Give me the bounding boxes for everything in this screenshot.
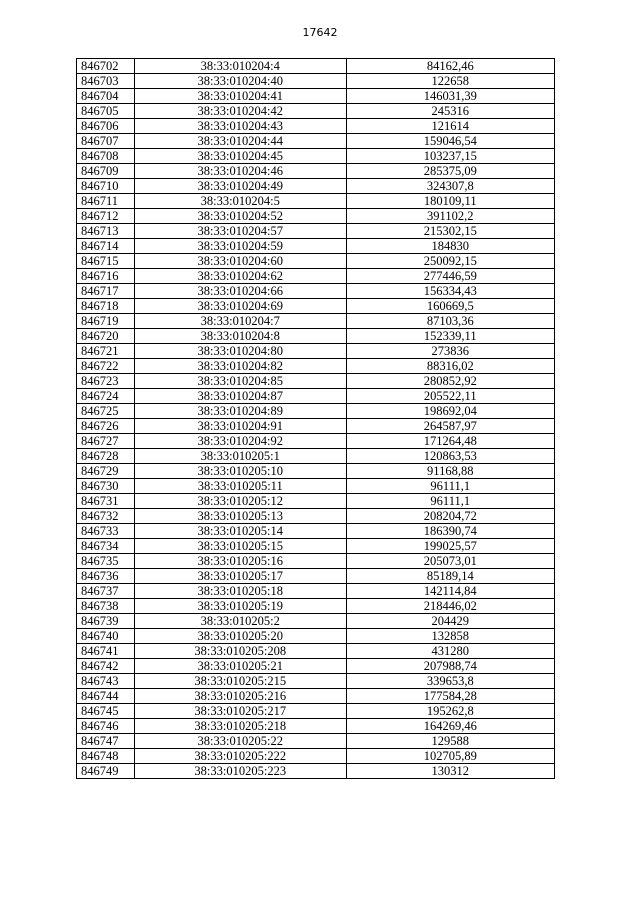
table-row: [77, 554, 555, 569]
table-row: [77, 269, 555, 284]
cadastral-number-cell: 38:33:010205:218: [134, 719, 346, 734]
row-number-cell: 846709: [77, 164, 135, 179]
row-number-cell: 846729: [77, 464, 135, 479]
value-cell: 85189,14: [346, 569, 554, 584]
table-row: [77, 164, 555, 179]
cadastral-number-cell: 38:33:010205:11: [134, 479, 346, 494]
table-row: [77, 209, 555, 224]
row-number-cell: 846745: [77, 704, 135, 719]
value-cell: 160669,5: [346, 299, 554, 314]
row-number-cell: 846715: [77, 254, 135, 269]
table-row: [77, 179, 555, 194]
row-number-cell: 846723: [77, 374, 135, 389]
row-number-cell: 846702: [77, 59, 135, 74]
cadastral-number-cell: 38:33:010204:80: [134, 344, 346, 359]
cadastral-number-cell: 38:33:010205:13: [134, 509, 346, 524]
row-number-cell: 846734: [77, 539, 135, 554]
cadastral-number-cell: 38:33:010205:12: [134, 494, 346, 509]
row-number-cell: 846714: [77, 239, 135, 254]
row-number-cell: 846732: [77, 509, 135, 524]
table-row: [77, 569, 555, 584]
value-cell: 102705,89: [346, 749, 554, 764]
value-cell: 245316: [346, 104, 554, 119]
row-number-cell: 846716: [77, 269, 135, 284]
cadastral-number-cell: 38:33:010205:208: [134, 644, 346, 659]
cadastral-number-cell: 38:33:010204:60: [134, 254, 346, 269]
cadastral-number-cell: 38:33:010204:59: [134, 239, 346, 254]
value-cell: 132858: [346, 629, 554, 644]
row-number-cell: 846704: [77, 89, 135, 104]
value-cell: 91168,88: [346, 464, 554, 479]
table-row: [77, 149, 555, 164]
row-number-cell: 846746: [77, 719, 135, 734]
table-row: [77, 119, 555, 134]
value-cell: 177584,28: [346, 689, 554, 704]
value-cell: 142114,84: [346, 584, 554, 599]
value-cell: 87103,36: [346, 314, 554, 329]
cadastral-number-cell: 38:33:010205:222: [134, 749, 346, 764]
table-row: [77, 524, 555, 539]
table-row: [77, 614, 555, 629]
table-body: [77, 59, 555, 779]
value-cell: 96111,1: [346, 479, 554, 494]
cadastral-number-cell: 38:33:010205:17: [134, 569, 346, 584]
table-row: [77, 719, 555, 734]
cadastral-number-cell: 38:33:010204:46: [134, 164, 346, 179]
row-number-cell: 846720: [77, 329, 135, 344]
table-row: [77, 509, 555, 524]
cadastral-number-cell: 38:33:010205:215: [134, 674, 346, 689]
row-number-cell: 846739: [77, 614, 135, 629]
cadastral-number-cell: 38:33:010204:43: [134, 119, 346, 134]
table-row: [77, 344, 555, 359]
cadastral-number-cell: 38:33:010205:10: [134, 464, 346, 479]
cadastral-number-cell: 38:33:010204:52: [134, 209, 346, 224]
value-cell: 159046,54: [346, 134, 554, 149]
cadastral-number-cell: 38:33:010204:82: [134, 359, 346, 374]
table-row: [77, 359, 555, 374]
value-cell: 218446,02: [346, 599, 554, 614]
row-number-cell: 846733: [77, 524, 135, 539]
row-number-cell: 846705: [77, 104, 135, 119]
row-number-cell: 846706: [77, 119, 135, 134]
row-number-cell: 846728: [77, 449, 135, 464]
table-row: [77, 89, 555, 104]
value-cell: 129588: [346, 734, 554, 749]
cadastral-number-cell: 38:33:010204:5: [134, 194, 346, 209]
row-number-cell: 846710: [77, 179, 135, 194]
value-cell: 273836: [346, 344, 554, 359]
cadastral-number-cell: 38:33:010204:92: [134, 434, 346, 449]
cadastral-number-cell: 38:33:010205:223: [134, 764, 346, 779]
cadastral-number-cell: 38:33:010204:45: [134, 149, 346, 164]
value-cell: 285375,09: [346, 164, 554, 179]
cadastral-number-cell: 38:33:010204:42: [134, 104, 346, 119]
page-number: 17642: [302, 26, 338, 39]
value-cell: 121614: [346, 119, 554, 134]
row-number-cell: 846735: [77, 554, 135, 569]
cadastral-number-cell: 38:33:010205:217: [134, 704, 346, 719]
table-row: [77, 494, 555, 509]
table-row: [77, 764, 555, 779]
cadastral-number-cell: 38:33:010204:87: [134, 389, 346, 404]
cadastral-number-cell: 38:33:010205:1: [134, 449, 346, 464]
table-row: [77, 434, 555, 449]
value-cell: 186390,74: [346, 524, 554, 539]
cadastral-number-cell: 38:33:010205:18: [134, 584, 346, 599]
value-cell: 391102,2: [346, 209, 554, 224]
cadastral-number-cell: 38:33:010205:216: [134, 689, 346, 704]
table-row: [77, 734, 555, 749]
row-number-cell: 846740: [77, 629, 135, 644]
cadastral-number-cell: 38:33:010205:2: [134, 614, 346, 629]
value-cell: 207988,74: [346, 659, 554, 674]
value-cell: 103237,15: [346, 149, 554, 164]
row-number-cell: 846736: [77, 569, 135, 584]
table-row: [77, 419, 555, 434]
table-row: [77, 299, 555, 314]
table-row: [77, 404, 555, 419]
row-number-cell: 846737: [77, 584, 135, 599]
table-row: [77, 449, 555, 464]
value-cell: 215302,15: [346, 224, 554, 239]
value-cell: 184830: [346, 239, 554, 254]
table-row: [77, 74, 555, 89]
value-cell: 280852,92: [346, 374, 554, 389]
table-row: [77, 689, 555, 704]
value-cell: 171264,48: [346, 434, 554, 449]
value-cell: 156334,43: [346, 284, 554, 299]
row-number-cell: 846707: [77, 134, 135, 149]
value-cell: 152339,11: [346, 329, 554, 344]
table-row: [77, 479, 555, 494]
cadastral-number-cell: 38:33:010204:4: [134, 59, 346, 74]
table-row: [77, 539, 555, 554]
row-number-cell: 846741: [77, 644, 135, 659]
table-row: [77, 704, 555, 719]
table-row: [77, 599, 555, 614]
value-cell: 180109,11: [346, 194, 554, 209]
value-cell: 431280: [346, 644, 554, 659]
table-row: [77, 314, 555, 329]
row-number-cell: 846748: [77, 749, 135, 764]
row-number-cell: 846718: [77, 299, 135, 314]
row-number-cell: 846744: [77, 689, 135, 704]
table-row: [77, 629, 555, 644]
cadastral-number-cell: 38:33:010204:8: [134, 329, 346, 344]
row-number-cell: 846703: [77, 74, 135, 89]
table-row: [77, 674, 555, 689]
row-number-cell: 846742: [77, 659, 135, 674]
table-row: [77, 584, 555, 599]
value-cell: 250092,15: [346, 254, 554, 269]
row-number-cell: 846725: [77, 404, 135, 419]
cadastral-number-cell: 38:33:010204:7: [134, 314, 346, 329]
cadastral-number-cell: 38:33:010205:14: [134, 524, 346, 539]
table-row: [77, 59, 555, 74]
cadastral-number-cell: 38:33:010204:66: [134, 284, 346, 299]
cadastral-number-cell: 38:33:010204:85: [134, 374, 346, 389]
table-row: [77, 134, 555, 149]
value-cell: 324307,8: [346, 179, 554, 194]
table-row: [77, 104, 555, 119]
cadastral-number-cell: 38:33:010204:69: [134, 299, 346, 314]
value-cell: 195262,8: [346, 704, 554, 719]
table-row: [77, 374, 555, 389]
row-number-cell: 846747: [77, 734, 135, 749]
table-row: [77, 224, 555, 239]
value-cell: 205073,01: [346, 554, 554, 569]
value-cell: 84162,46: [346, 59, 554, 74]
row-number-cell: 846708: [77, 149, 135, 164]
row-number-cell: 846713: [77, 224, 135, 239]
value-cell: 130312: [346, 764, 554, 779]
value-cell: 198692,04: [346, 404, 554, 419]
row-number-cell: 846749: [77, 764, 135, 779]
table-row: [77, 254, 555, 269]
row-number-cell: 846717: [77, 284, 135, 299]
value-cell: 96111,1: [346, 494, 554, 509]
row-number-cell: 846724: [77, 389, 135, 404]
table-row: [77, 389, 555, 404]
cadastral-number-cell: 38:33:010205:21: [134, 659, 346, 674]
table-row: [77, 644, 555, 659]
row-number-cell: 846731: [77, 494, 135, 509]
cadastral-number-cell: 38:33:010205:19: [134, 599, 346, 614]
value-cell: 120863,53: [346, 449, 554, 464]
cadastral-number-cell: 38:33:010204:91: [134, 419, 346, 434]
table-row: [77, 284, 555, 299]
cadastral-number-cell: 38:33:010204:62: [134, 269, 346, 284]
value-cell: 199025,57: [346, 539, 554, 554]
cadastral-number-cell: 38:33:010204:40: [134, 74, 346, 89]
cadastral-number-cell: 38:33:010204:49: [134, 179, 346, 194]
row-number-cell: 846721: [77, 344, 135, 359]
row-number-cell: 846730: [77, 479, 135, 494]
table-row: [77, 194, 555, 209]
table-row: [77, 239, 555, 254]
cadastral-number-cell: 38:33:010204:89: [134, 404, 346, 419]
value-cell: 264587,97: [346, 419, 554, 434]
row-number-cell: 846712: [77, 209, 135, 224]
value-cell: 122658: [346, 74, 554, 89]
table-row: [77, 659, 555, 674]
row-number-cell: 846726: [77, 419, 135, 434]
cadastral-number-cell: 38:33:010205:16: [134, 554, 346, 569]
row-number-cell: 846719: [77, 314, 135, 329]
cadastral-number-cell: 38:33:010205:20: [134, 629, 346, 644]
cadastral-number-cell: 38:33:010204:44: [134, 134, 346, 149]
value-cell: 164269,46: [346, 719, 554, 734]
row-number-cell: 846722: [77, 359, 135, 374]
cadastral-number-cell: 38:33:010204:57: [134, 224, 346, 239]
row-number-cell: 846727: [77, 434, 135, 449]
data-table: [76, 58, 555, 779]
row-number-cell: 846743: [77, 674, 135, 689]
value-cell: 205522,11: [346, 389, 554, 404]
value-cell: 339653,8: [346, 674, 554, 689]
row-number-cell: 846738: [77, 599, 135, 614]
value-cell: 88316,02: [346, 359, 554, 374]
cadastral-number-cell: 38:33:010205:15: [134, 539, 346, 554]
value-cell: 204429: [346, 614, 554, 629]
value-cell: 146031,39: [346, 89, 554, 104]
value-cell: 277446,59: [346, 269, 554, 284]
row-number-cell: 846711: [77, 194, 135, 209]
value-cell: 208204,72: [346, 509, 554, 524]
table-row: [77, 329, 555, 344]
cadastral-number-cell: 38:33:010204:41: [134, 89, 346, 104]
table-row: [77, 749, 555, 764]
table-row: [77, 464, 555, 479]
cadastral-number-cell: 38:33:010205:22: [134, 734, 346, 749]
